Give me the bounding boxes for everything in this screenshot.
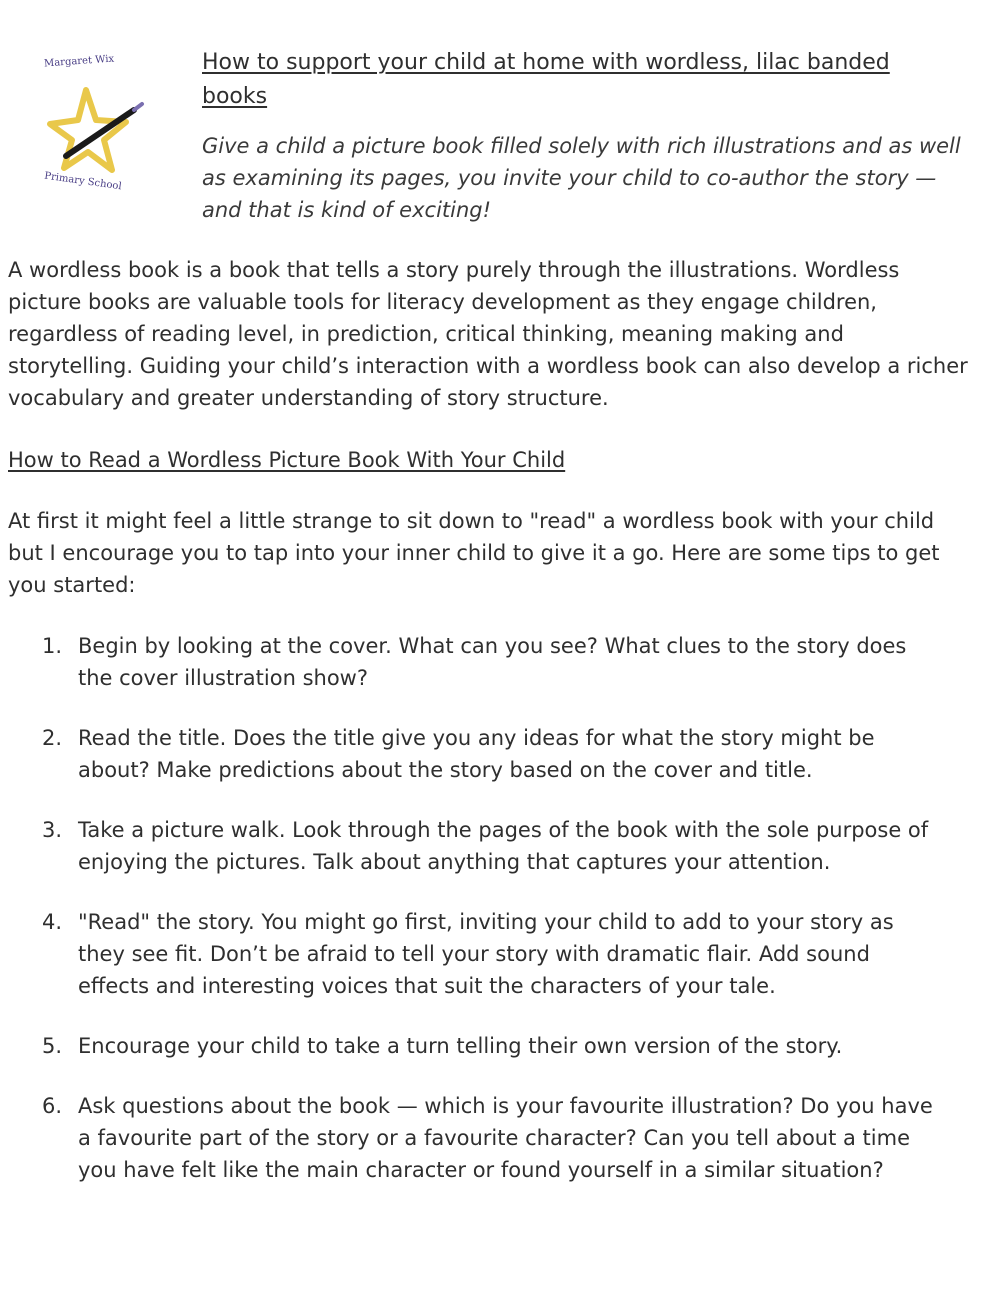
section-heading: How to Read a Wordless Picture Book With Your Child — [8, 448, 566, 472]
list-item-text: Encourage your child to take a turn telling their own version of the story. — [78, 1034, 843, 1058]
list-item-number: 6. — [42, 1094, 63, 1118]
list-item — [42, 722, 942, 786]
list-item — [42, 630, 942, 694]
list-item-number: 5. — [42, 1034, 63, 1058]
list-item-number: 1. — [42, 634, 63, 658]
logo-bottom-text: Primary School — [43, 170, 123, 193]
list-item — [42, 1090, 942, 1186]
list-item-text: Ask questions about the book — which is your favourite illustration? Do you have a favourite part of the story or a favourite character? Can you tell about a time you have felt like the main character or found yourself in a similar situation? — [78, 1094, 933, 1182]
lead-paragraph: At first it might feel a little strange to sit down to "read" a wordless book with your child but I encourage you to tap into your inner child to give it a go. Here are some tips to get you started: — [8, 509, 940, 597]
intro-quote: Give a child a picture book filled solely with rich illustrations and as well as examining its pages, you invite your child to co-author the story — and that is kind of exciting! — [202, 134, 961, 222]
list-item-text: Take a picture walk. Look through the pages of the book with the sole purpose of enjoying the pictures. Talk about anything that captures your attention. — [78, 818, 929, 874]
document-title: How to support your child at home with wordless, lilac banded books — [202, 50, 890, 109]
list-item-number: 4. — [42, 910, 63, 934]
list-item — [42, 1030, 942, 1062]
list-item-text: Read the title. Does the title give you any ideas for what the story might be about? Make predictions about the story based on the cover and title. — [78, 726, 875, 782]
list-item — [42, 814, 942, 878]
list-item-text: "Read" the story. You might go first, inviting your child to add to your story as they see fit. Don’t be afraid to tell your story with dramatic flair. Add sound effects and interesting voices that suit the characters of your tale. — [78, 910, 894, 998]
list-item-number: 2. — [42, 726, 63, 750]
list-item — [42, 906, 942, 1002]
list-item-number: 3. — [42, 818, 63, 842]
logo-top-text: Margaret Wix — [43, 53, 115, 70]
tips-list — [42, 630, 942, 1186]
intro-paragraph: A wordless book is a book that tells a story purely through the illustrations. Wordless picture books are valuable tools for literacy development as they engage children, regardless of reading level, in prediction, critical thinking, meaning making and storytelling. Guiding your child’s interaction with a wordless book can also develop a richer vocabulary and greater understanding of story structure. — [8, 258, 968, 410]
list-item-text: Begin by looking at the cover. What can you see? What clues to the story does the cover illustration show? — [78, 634, 907, 690]
school-logo — [38, 52, 156, 202]
